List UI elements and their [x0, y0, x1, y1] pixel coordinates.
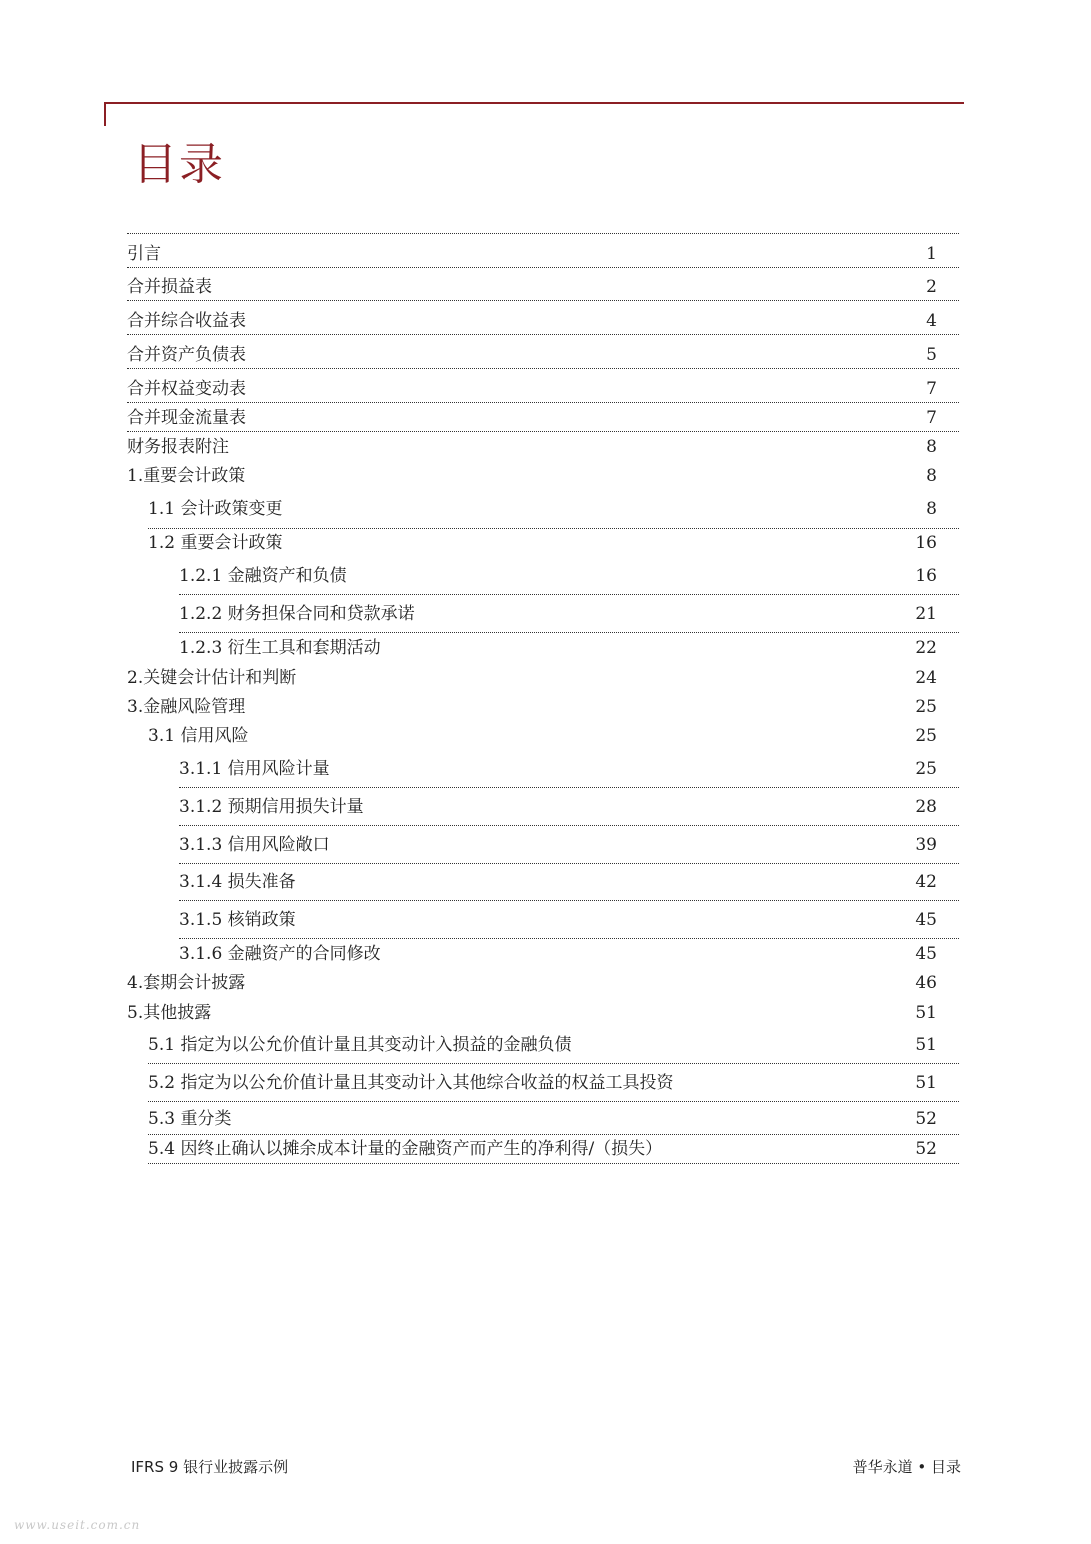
toc-entry-page: 7: [926, 408, 937, 428]
toc-entry-label: 3.金融风险管理: [127, 697, 246, 717]
footer-document-title: IFRS 9 银行业披露示例: [131, 1458, 289, 1476]
toc-entry[interactable]: [148, 1135, 959, 1164]
toc-entry[interactable]: [127, 663, 959, 691]
toc-entry[interactable]: [127, 233, 959, 268]
toc-entry-label: 3.1.6 金融资产的合同修改: [179, 944, 381, 964]
toc-entry-label: 4.套期会计披露: [127, 973, 246, 993]
toc-entry-page: 25: [915, 726, 937, 746]
toc-entry[interactable]: [127, 461, 959, 489]
toc-entry[interactable]: [148, 528, 959, 556]
toc-entry-label: 引言: [127, 244, 161, 264]
toc-entry-page: 22: [915, 638, 937, 658]
toc-entry-label: 3.1.1 信用风险计量: [179, 759, 330, 779]
toc-entry-label: 合并综合收益表: [127, 311, 246, 331]
footer-section-label: 普华永道 • 目录: [852, 1458, 961, 1476]
toc-entry-label: 5.4 因终止确认以摊余成本计量的金融资产而产生的净利得/（损失）: [148, 1139, 663, 1159]
toc-entry-label: 财务报表附注: [127, 437, 229, 457]
toc-entry-label: 5.1 指定为以公允价值计量且其变动计入损益的金融负债: [148, 1035, 572, 1055]
toc-entry-page: 25: [915, 759, 937, 779]
toc-entry-page: 8: [926, 466, 937, 486]
toc-entry-page: 25: [915, 697, 937, 717]
toc-entry[interactable]: [179, 557, 959, 595]
toc-entry-page: 7: [926, 379, 937, 399]
toc-entry[interactable]: [127, 692, 959, 720]
toc-entry[interactable]: [148, 490, 959, 529]
toc-entry-label: 3.1 信用风险: [148, 726, 249, 746]
toc-entry-page: 45: [915, 910, 937, 930]
page-title: 目录: [133, 139, 225, 190]
toc-entry[interactable]: [179, 750, 959, 788]
toc-entry[interactable]: [179, 826, 959, 864]
toc-entry-label: 5.2 指定为以公允价值计量且其变动计入其他综合收益的权益工具投资: [148, 1073, 674, 1093]
toc-entry-page: 51: [915, 1003, 937, 1023]
toc-entry[interactable]: [148, 1027, 959, 1064]
toc-entry-label: 1.2 重要会计政策: [148, 533, 283, 553]
toc-entry[interactable]: [127, 335, 959, 369]
toc-entry-page: 51: [915, 1035, 937, 1055]
toc-entry[interactable]: [127, 968, 959, 996]
toc-entry-label: 3.1.5 核销政策: [179, 910, 296, 930]
toc-entry-page: 24: [915, 668, 937, 688]
toc-entry-page: 5: [926, 345, 937, 365]
toc-entry-page: 28: [915, 797, 937, 817]
toc-entry[interactable]: [127, 403, 959, 432]
toc-entry-label: 1.1 会计政策变更: [148, 499, 283, 519]
toc-entry[interactable]: [179, 939, 959, 967]
toc-entry-page: 21: [915, 604, 937, 624]
toc-entry[interactable]: [148, 721, 959, 749]
toc-entry-page: 42: [915, 872, 937, 892]
toc-entry[interactable]: [179, 864, 959, 901]
toc-entry-page: 39: [915, 835, 937, 855]
toc-entry-label: 合并现金流量表: [127, 408, 246, 428]
toc-entry-label: 1.2.3 衍生工具和套期活动: [179, 638, 381, 658]
toc-entry[interactable]: [179, 901, 959, 939]
toc-entry-label: 5.其他披露: [127, 1003, 212, 1023]
toc-entry[interactable]: [179, 595, 959, 633]
toc-entry-label: 3.1.4 损失准备: [179, 872, 296, 892]
toc-entry-page: 16: [915, 533, 937, 553]
toc-entry-label: 1.2.2 财务担保合同和贷款承诺: [179, 604, 415, 624]
toc-entry[interactable]: [179, 633, 959, 661]
toc-entry[interactable]: [127, 432, 959, 460]
toc-entry-label: 3.1.3 信用风险敞口: [179, 835, 330, 855]
toc-entry-label: 合并资产负债表: [127, 345, 246, 365]
toc-entry-label: 合并损益表: [127, 277, 212, 297]
toc-entry[interactable]: [127, 998, 959, 1026]
toc-entry-label: 2.关键会计估计和判断: [127, 668, 297, 688]
toc-entry[interactable]: [148, 1064, 959, 1102]
toc-entry-page: 4: [926, 311, 937, 331]
toc-entry-page: 52: [915, 1109, 937, 1129]
toc-entry-page: 52: [915, 1139, 937, 1159]
toc-entry-label: 合并权益变动表: [127, 379, 246, 399]
toc-entry-page: 8: [926, 437, 937, 457]
watermark: www.useit.com.cn: [14, 1518, 141, 1532]
toc-entry-page: 16: [915, 566, 937, 586]
toc-entry-label: 5.3 重分类: [148, 1109, 232, 1129]
toc-entry-label: 1.重要会计政策: [127, 466, 246, 486]
toc-entry-page: 8: [926, 499, 937, 519]
toc-entry-label: 1.2.1 金融资产和负债: [179, 566, 347, 586]
toc-entry[interactable]: [148, 1102, 959, 1135]
toc-entry[interactable]: [179, 788, 959, 826]
toc-entry[interactable]: [127, 369, 959, 403]
toc-entry[interactable]: [127, 267, 959, 301]
toc-entry-page: 1: [926, 244, 937, 264]
toc-entry-page: 45: [915, 944, 937, 964]
toc-entry-label: 3.1.2 预期信用损失计量: [179, 797, 364, 817]
toc-entry-page: 46: [915, 973, 937, 993]
toc-entry-page: 2: [926, 277, 937, 297]
toc-entry-page: 51: [915, 1073, 937, 1093]
toc-entry[interactable]: [127, 301, 959, 335]
